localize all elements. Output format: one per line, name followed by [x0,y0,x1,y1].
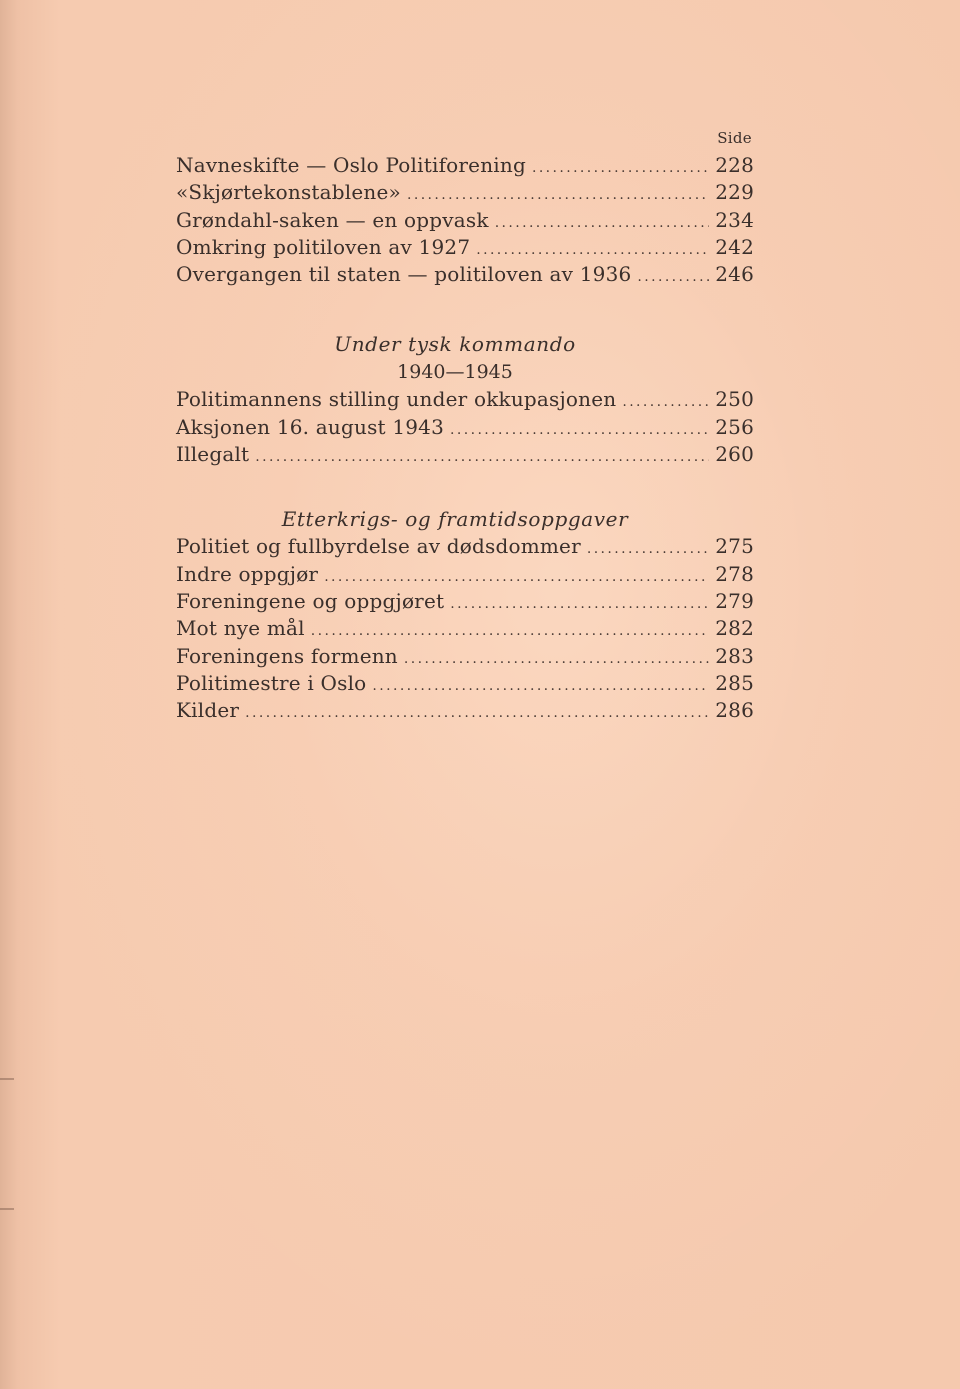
toc-entry-page: 285 [715,670,754,695]
toc-entry-page: 228 [715,153,754,177]
dot-leader [407,182,709,209]
section-heading: Under tysk kommando [334,332,576,357]
toc-entry-title: Aksjonen 16. august 1943 [176,414,445,439]
toc-entry-page: 286 [715,698,754,723]
toc-entry-page: 275 [715,534,754,559]
dot-leader [255,444,709,471]
toc-entry-page: 260 [715,442,754,467]
dot-leader [311,618,709,645]
dot-leader [450,417,709,444]
table-of-contents [176,128,754,724]
toc-entry-title: Grøndahl-saken — en oppvask [176,207,489,232]
toc-entry [176,234,754,261]
dot-leader [622,389,709,416]
toc-entry-title: Illegalt [176,442,250,467]
spacer [176,468,754,505]
toc-entry-title: Overgangen til staten — politiloven av 1936 [176,262,632,287]
toc-section-under-tysk-kommando [176,330,754,468]
toc-entry-title: Foreningens formenn [176,643,398,668]
toc-entry-page: 250 [715,387,754,412]
toc-entry-title: Politimannens stilling under okkupasjonen [176,387,617,412]
toc-entry-page: 246 [715,262,754,287]
toc-entry-title: Indre oppgjør [176,561,319,586]
toc-entry-title: Kilder [176,698,240,723]
toc-entry-title: Foreningene og oppgjøret [176,588,445,613]
toc-entry [176,561,754,588]
toc-entry-title: «Skjørtekonstablene» [176,180,401,205]
toc-entry [176,697,754,724]
dot-leader [404,646,709,673]
dot-leader [532,155,709,182]
toc-entry-title: Politiet og fullbyrdelse av dødsdommer [176,534,581,559]
toc-entry [176,414,754,441]
toc-entry-page: 234 [715,207,754,232]
dot-leader [495,210,710,237]
toc-entry-page: 282 [715,616,754,641]
toc-entry [176,179,754,206]
toc-entry [176,441,754,468]
toc-entry-page: 283 [715,643,754,668]
toc-entry-title: Mot nye mål [176,616,305,641]
page-column-label: Side [717,129,752,147]
toc-entry [176,588,754,615]
toc-section-etterkrigs [176,505,754,724]
dot-leader [245,700,709,727]
dot-leader [372,673,709,700]
dot-leader [476,237,709,264]
toc-entry-page: 242 [715,234,754,259]
toc-entry-title: Politimestre i Oslo [176,670,367,695]
dot-leader [637,264,709,291]
dot-leader [587,536,709,563]
section-heading: Etterkrigs- og framtidsoppgaver [281,507,629,532]
toc-entry [176,152,754,179]
toc-entry [176,261,754,288]
page-edge-mark [0,1078,14,1080]
toc-entry [176,643,754,670]
toc-entry-title: Navneskifte — Oslo Politiforening [176,153,526,177]
toc-entry [176,207,754,234]
spacer [176,288,754,330]
toc-entry-page: 256 [715,414,754,439]
toc-entry [176,615,754,642]
dot-leader [450,591,709,618]
toc-entry-page: 229 [715,180,754,205]
dot-leader [324,564,709,591]
toc-group-1 [176,152,754,288]
toc-entry [176,533,754,560]
toc-entry-page: 278 [715,561,754,586]
toc-entry-page: 279 [715,588,754,613]
section-years: 1940—1945 [397,361,513,384]
toc-entry [176,670,754,697]
toc-entry [176,386,754,413]
page-edge-mark [0,1208,14,1210]
toc-entry-title: Omkring politiloven av 1927 [176,234,471,259]
